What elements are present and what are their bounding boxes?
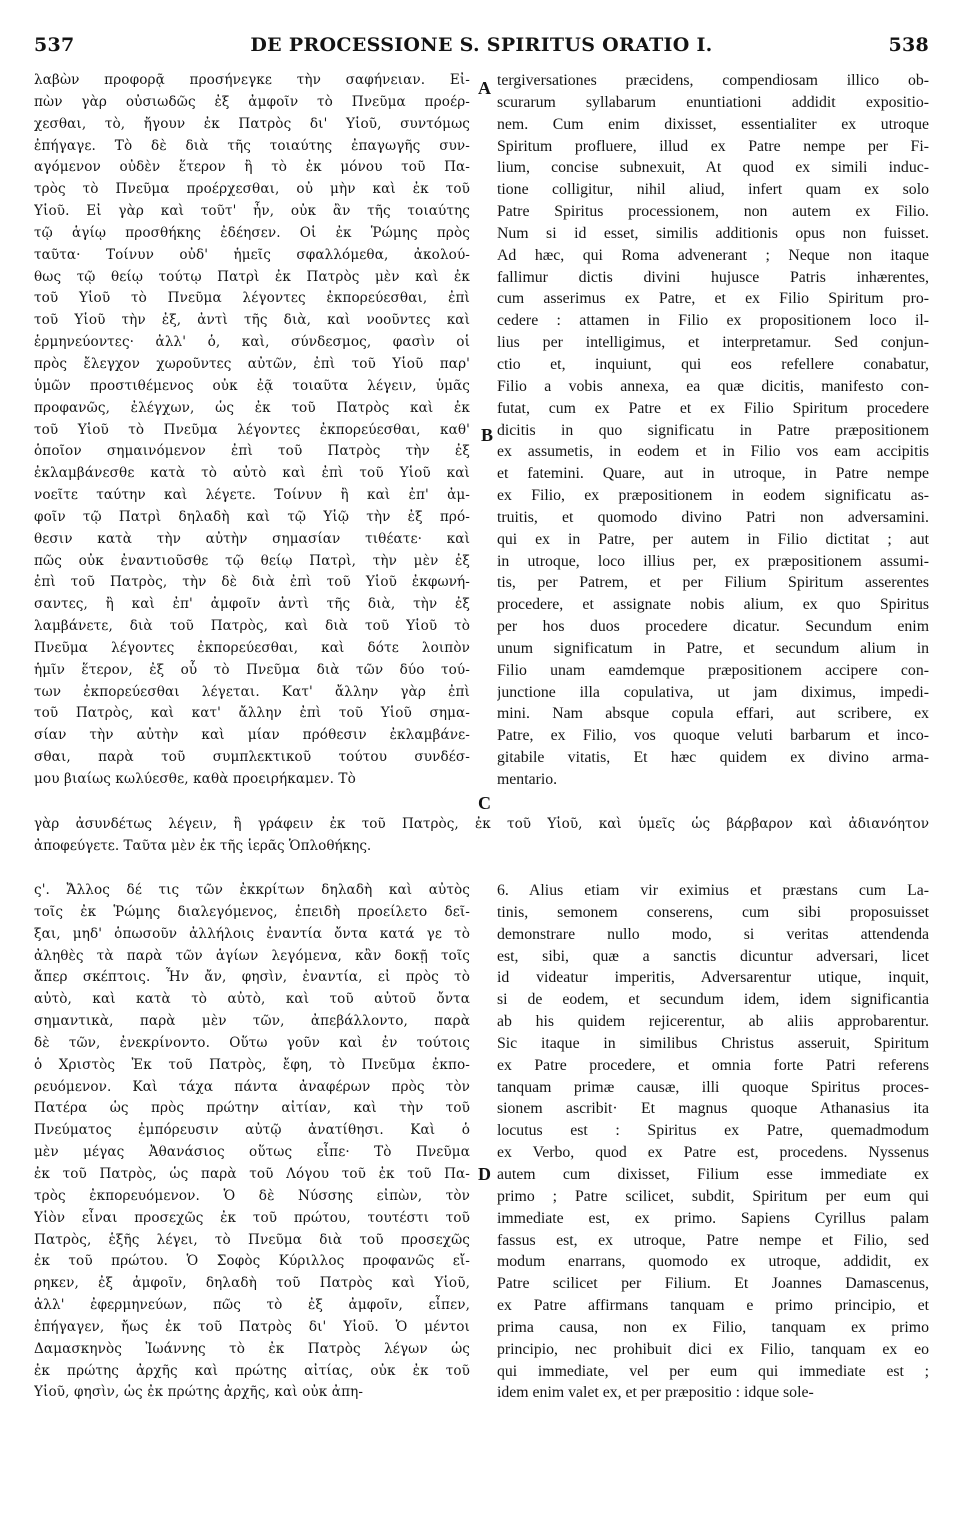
margin-letter-c: C [478,793,491,813]
latin-text-line: demonstrare nullo modo, si veritas attendenda [497,925,929,943]
greek-text-line: ἐκ τοῦ πρώτου. Ὁ Σοφὸς Κύριλλος προφανῶς εἴ- [34,1253,470,1270]
greek-text-line: ἐπήγαγε. Τὸ δὲ διὰ τῆς τοιαύτης ἐπαγωγῆς συν- [34,137,470,154]
greek-text-line: ἀλλ' ἐφερμηνεύων, πῶς τὸ ἐξ ἀμφοῖν, εἶπεν, [34,1297,470,1314]
latin-text-line: id videatur imperitis, Adversarentur utique, inquit, [497,969,929,987]
latin-text-line: mini. Nam absque copula effari, aut scribere, ex [497,705,929,723]
latin-text-line: tergiversationes præcidens, compendiosam illico ob- [497,72,929,89]
greek-text-line: Δαμασκηνὸς Ἰωάννης τὸ ἐκ Πατρὸς λέγων ὡς [34,1340,470,1357]
latin-text-line: sionem ascribit· Et magnus quoque Athanasius ita [497,1100,929,1118]
latin-text-line: 6. Alius etiam vir eximius et præstans cum La- [497,882,929,899]
greek-text-line: ἐπήγαγεν, ἤως ἐκ τοῦ Πατρὸς δι' Υἱοῦ. Ὁ μέντοι [34,1318,470,1335]
latin-text-line: ex Patre affirmans tanquam e primo principio, et [497,1297,929,1315]
latin-text-line: immediate est, ex primo. Sapiens Cyrillus palam [497,1209,929,1227]
greek-text-line: Υἱοῦ, φησὶν, ὡς ἐκ πρώτης ἀρχῆς, καὶ οὐκ ἀπη- [34,1384,364,1401]
greek-text-line: ἄπερ σκέπτοις. Ἦν ἄν, φησὶν, ἐναντία, εἰ πρὸς τὸ [34,969,470,986]
greek-text-line: μου βιαίως κωλύεσθε, καθὰ προειρήκαμεν. Τὸ [34,771,356,787]
latin-text-line: unum significatum in Patre, et secundum alium in [497,639,929,657]
latin-text-line: Num si id esset, similis additionis opus non fuisset. [497,224,929,242]
latin-text-line: tis, per Patrem, et per Filium Spiritum asserentes [497,574,929,592]
greek-text-line: τοῦ Υἱοῦ τὸ Πνεῦμα λέγοντες ἐκπορεύεσθαι, ἐπὶ [34,290,470,307]
margin-letter-b: B [481,425,494,445]
greek-text-line: τρὸς τὸ Πνεῦμα προέρχεσθαι, οὐ μὴν καὶ ἐκ τοῦ [34,181,470,198]
latin-text-line: gitabile vitatis, Et hæc quidem ex divino arma- [497,749,929,767]
spanning-line-2: ἀποφεύγετε. Ταῦτα μὲν ἐκ τῆς ἱερᾶς Ὁπλοθήκης. [34,838,372,854]
latin-text-line: Spiritum profluere, illud ex Patre nempe per Fi- [497,137,929,155]
latin-text-line: qui ex in Patre, per autem in Filio dictitat ; aut [497,530,929,548]
greek-text-line: Πνεύματος ἐμπόρευσιν αὐτῷ ἀνατίθησι. Καὶ ὁ [34,1122,470,1139]
margin-letter-a: A [478,78,491,98]
greek-text-line: ρηκεν, ἐξ ἀμφοῖν, δηλαδὴ τοῦ Πατρὸς καὶ Υἱοῦ, [34,1275,470,1292]
greek-text-line: ἐκ τοῦ Πατρὸς, ὡς παρὰ τοῦ Λόγου τοῦ ἐκ τοῦ Πα- [34,1165,470,1182]
latin-text-line: tione colligitur, nihil aliud, infert quam ex solo [497,181,929,199]
greek-text-line: νοεῖτε ταύτην καὶ λέγετε. Τοίνυν ἢ καὶ ἐπ' ἀμ- [34,487,470,504]
latin-text-line: junctione illa copulativa, ut jam diximus, impedi- [497,683,929,701]
greek-text-line: των ἐκπορεύεσθαι λέγεται. Κατ' ἄλλην γὰρ ἐπὶ [34,683,470,700]
latin-text-line: Filio unam eamdemque præpositionem accipere con- [497,661,929,679]
latin-text-line: Patre scilicet per Filium. Et Joannes Damascenus, [497,1275,929,1293]
latin-text-line: autem cum dixisset, Filium esse immediate ex [497,1165,929,1183]
greek-text-line: ἡμῖν ἕτερον, ἐξ οὗ τὸ Πνεῦμα διὰ τῶν δύο τού- [34,661,470,678]
latin-column-bottom [497,880,929,1520]
greek-text-line: λαβὼν προφορᾷ προσήνεγκε τὴν σαφήνειαν. Εἰ- [34,72,470,88]
latin-text-line: dicitis in quo significatu in Patre præpositionem [497,421,929,439]
greek-text-line: Πατέρα ὡς πρὸς πρώτην αἰτίαν, καὶ τὴν τοῦ [34,1100,470,1117]
greek-column-top [34,70,470,800]
greek-text-line: τοῦ Υἱοῦ τὴν ἐξ, ἀντὶ τῆς διὰ, καὶ νοοῦντες καὶ [34,312,470,329]
greek-text-line: πὼν γὰρ οὐσιωδῶς ἐξ ἀμφοῖν τὸ Πνεῦμα προέρ- [34,93,470,110]
latin-text-line: lius per intelligimus, et interpretamur. Sed conjun- [497,334,929,352]
greek-text-line: σημαντικὰ, παρὰ μὲν τῶν, ἀπεβάλλοντο, παρὰ [34,1013,470,1030]
latin-text-line: Sic itaque in similibus Christus asseruit, Spiritum [497,1034,929,1052]
greek-column-bottom [34,880,470,1520]
greek-text-line: πῶς οὐκ ἐναντιοῦσθε τῷ θείῳ Πατρὶ, τὴν μὲν ἐξ [34,552,470,569]
latin-column-top [497,70,929,800]
greek-text-line: σίαν τὴν αὐτὴν καὶ μίαν πρόθεσιν ἐκλαμβάνε- [34,727,470,744]
latin-text-line: Patre Spiritus processionem, non autem ex Filio. [497,203,929,221]
greek-text-line: τῷ ἁγίῳ προσθήκης ἐδέησεν. Οἱ ἐκ Ῥώμης πρὸς [34,224,470,241]
latin-text-line: tinis, semonem conserens, cum sibi proposuisset [497,903,929,921]
greek-text-line: θεσιν κατὰ τὴν αὐτὴν σημασίαν τιθέατε· καὶ [34,530,470,547]
latin-text-line: idem enim valet ex, et per præpositio : idque sole- [497,1384,814,1402]
greek-text-line: σθαι, παρὰ τοῦ συμπλεκτικοῦ τούτου συνδέσ- [34,749,470,766]
latin-text-line: cum asserimus ex Patre, et ex Filio Spiritum pro- [497,290,929,308]
greek-text-line: αὐτὸ, καὶ κατὰ τὸ αὐτὸ, καὶ τοῦ αὐτοῦ ὄντα [34,991,470,1008]
latin-text-line: principio, nec prohibuit dici ex Filio, tanquam ex eo [497,1340,929,1358]
latin-text-line: ex assumetis, in eodem et in Filio vos eam accipitis [497,443,929,461]
greek-text-line: ὑμῶν προστιθέμενος οὐκ ἐᾷ τοιαῦτα λέγειν, ὑμᾶς [34,377,470,394]
latin-text-line: truitis, et quomodo divino Patri non adversamini. [497,508,929,526]
greek-text-line: ἑρμηνεύοντες· ἀλλ' ὁ, καὶ, σύνδεσμος, φασὶν οἱ [34,334,470,351]
page-number-left: 537 [34,34,75,56]
greek-text-line: θως τῷ θείῳ τούτῳ Πατρὶ ἐκ Πατρὸς μὲν καὶ ἐκ [34,268,470,285]
greek-text-line: αγόμενον οὐδὲν ἕτερον ἢ τὸ ἐκ μόνου τοῦ Πα- [34,159,470,176]
greek-text-line: τρὸς ἐκπορευόμενον. Ὁ δὲ Νύσσης εἰπὼν, τὸν [34,1187,470,1204]
latin-text-line: fassus est, ex utroque, Patre nempe et Filio, sed [497,1231,929,1249]
greek-text-line: ὁποῖον σημαινόμενον ἐπὶ τοῦ Πατρὸς τὴν ἐξ [34,443,470,460]
greek-text-line: μὲν μέγας Ἀθανάσιος οὕτως εἶπε· Τὸ Πνεῦμα [34,1144,470,1161]
running-title: DE PROCESSIONE S. SPIRITUS ORATIO I. [250,34,713,56]
latin-text-line: locutus est : Spiritus ex Patre, quemadmodum [497,1122,929,1140]
page-number-right: 538 [888,34,929,56]
latin-text-line: nem. Cum enim dixisset, essentialiter ex utroque [497,115,929,133]
latin-text-line: Filio a vobis annexa, ea quæ dicitis, manifesto con- [497,377,929,395]
latin-text-line: ex Verbo, quod ex Patre est, procedens. Nyssenus [497,1144,929,1162]
latin-text-line: Ad hæc, qui Roma advenerant ; Neque non itaque [497,246,929,264]
latin-text-line: si de eodem, et secundum idem, idem significantia [497,991,929,1009]
latin-text-line: qui immediate, vel per eum qui immediate est ; [497,1362,929,1380]
latin-text-line: lium, concise subnexuit, At quod ex simili induc- [497,159,929,177]
latin-text-line: fallimur dictis divini hujusce Patris inhærentes, [497,268,929,286]
greek-text-line: τοῦ Πατρὸς, καὶ κατ' ἄλλην ἐπὶ τοῦ Υἱοῦ σημα- [34,705,470,722]
latin-text-line: tanquam primæ causæ, illi quoque Spiritus proces- [497,1078,929,1096]
latin-text-line: scurarum syllabarum enuntiationi addidit expositio- [497,93,929,111]
latin-text-line: et fatemini. Quare, aut in utroque, in Patre nempe [497,465,929,483]
greek-text-line: ἐπὶ τοῦ Πατρὸς, τὴν δὲ διὰ ἐπὶ τοῦ Υἱοῦ ἐκφωνή- [34,574,470,591]
greek-text-line: Υἱοῦ. Εἰ γὰρ καὶ τοῦτ' ἦν, οὐκ ἂν τῆς τοιαύτης [34,203,470,220]
latin-text-line: mentario. [497,771,558,788]
greek-text-line: ς'. Ἄλλος δέ τις τῶν ἐκκρίτων δηλαδὴ καὶ αὐτὸς [34,882,470,898]
greek-text-line: δὲ τῶν, ἐνεκρίνοντο. Οὕτω γοῦν καὶ ἐν τούτοις [34,1034,470,1051]
greek-text-line: ξαι, μηδ' ὁπωσοῦν ἀλλήλοις ἐναντία ὄντα κατά γε τὸ [34,925,470,942]
latin-text-line: in utroque, loco illius per, ex præpositionem assumi- [497,552,929,570]
greek-text-line: λαμβάνετε, διὰ τοῦ Πατρὸς, καὶ διὰ τοῦ Υἱοῦ τὸ [34,618,470,635]
latin-text-line: primo ; Patre scilicet, subdit, Spiritum per eum qui [497,1187,929,1205]
greek-text-line: Υἱὸν εἶναι προσεχῶς ἐκ τοῦ πρώτου, τουτέστι τοῦ [34,1209,470,1226]
greek-text-line: ταῦτα· Τοίνυν οὐδ' ἡμεῖς σφαλλόμεθα, ἀκολού- [34,246,470,263]
greek-text-line: χεσθαι, τὸ, ἤγουν ἐκ Πατρὸς δι' Υἱοῦ, συντόμως [34,115,470,132]
page-header [34,34,929,60]
latin-text-line: futat, cum ex Patre et ex Filio Spiritum procedere [497,399,929,417]
latin-text-line: ctio et, inquiunt, qui eos refellere conabatur, [497,355,929,373]
greek-text-line: ρευόμενον. Καὶ τάχα πάντα ἀναφέρων πρὸς τὸν [34,1078,470,1095]
latin-text-line: prima causa, non ex Filio, tanquam ex primo [497,1318,929,1336]
latin-text-line: per hos duos procedere dicatur. Secundum enim [497,618,929,636]
latin-text-line: modum enarrans, quomodo ex utroque, addidit, ex [497,1253,929,1271]
greek-text-line: ἀληθὲς τὰ παρὰ τῶν ἁγίων λεγόμενα, κἂν δοκῇ τοῖς [34,947,470,964]
greek-text-line: φοῖν τῷ Πατρὶ δηλαδὴ καὶ τῷ Υἱῷ τὴν ἐξ πρό- [34,508,470,525]
greek-text-line: ἐκλαμβάνεσθε κατὰ τὸ αὐτὸ καὶ ἐπὶ τοῦ Υἱοῦ καὶ [34,465,470,482]
latin-text-line: ex Filio, ex præpositionem in eodem significatu as- [497,487,929,505]
spanning-line-1: γὰρ ἀσυνδέτως λέγειν, ἢ γράφειν ἐκ τοῦ Πατρὸς, ἐκ τοῦ Υἱοῦ, καὶ ὑμεῖς ὡς βάρβαρον καὶ ἀδιανόητον [34,816,929,832]
greek-text-line: τοῦ Υἱοῦ τὸ Πνεῦμα λέγοντες ἐκπορεύεσθαι, καθ' [34,421,470,438]
greek-text-line: τοῖς ἐκ Ῥώμης διαλεγόμενος, ἐπειδὴ προείλετο δεῖ- [34,903,470,920]
latin-text-line: ab his quidem rejicerentur, ab aliis approbarentur. [497,1013,929,1031]
latin-text-line: est, sibi, quæ a sanctis dicuntur adversari, licet [497,947,929,965]
greek-text-line: ὁ Χριστὸς Ἐκ τοῦ Πατρὸς, ἔφη, τὸ Πνεῦμα ἐκπο- [34,1056,470,1073]
greek-text-line: σαντες, ἢ καὶ ἐπ' ἀμφοῖν ἀντὶ τῆς διὰ, τὴν ἐξ [34,596,470,613]
latin-text-line: ex Patre procedere, et omnia forte Patri referens [497,1056,929,1074]
latin-text-line: cedere : attamen in Filio ex propositionem loco il- [497,312,929,330]
greek-text-line: Πατρὸς, ἑξῆς λέγει, τὸ Πνεῦμα διὰ τοῦ προσεχῶς [34,1231,470,1248]
greek-text-line: προφανῶς, ἐλέγχων, ὡς ἐκ τοῦ Πατρὸς καὶ ἐκ [34,399,470,416]
latin-text-line: Patre, ex Filio, vos quoque veluti barbarum et inco- [497,727,929,745]
greek-text-line: πρὸς ἔλεγχον χωροῦντες αὐτῶν, ἐπὶ τοῦ Υἱοῦ παρ' [34,355,470,372]
margin-letter-d: D [478,1164,491,1184]
latin-text-line: procedere, et assignate nobis alium, ex quo Spiritus [497,596,929,614]
greek-text-line: Πνεῦμα λέγοντες ἐκπορεύεσθαι, καὶ δότε λοιπὸν [34,639,470,656]
greek-text-line: ἐκ πρώτης ἀρχῆς καὶ πρώτης αἰτίας, οὐκ ἐκ τοῦ [34,1362,470,1379]
